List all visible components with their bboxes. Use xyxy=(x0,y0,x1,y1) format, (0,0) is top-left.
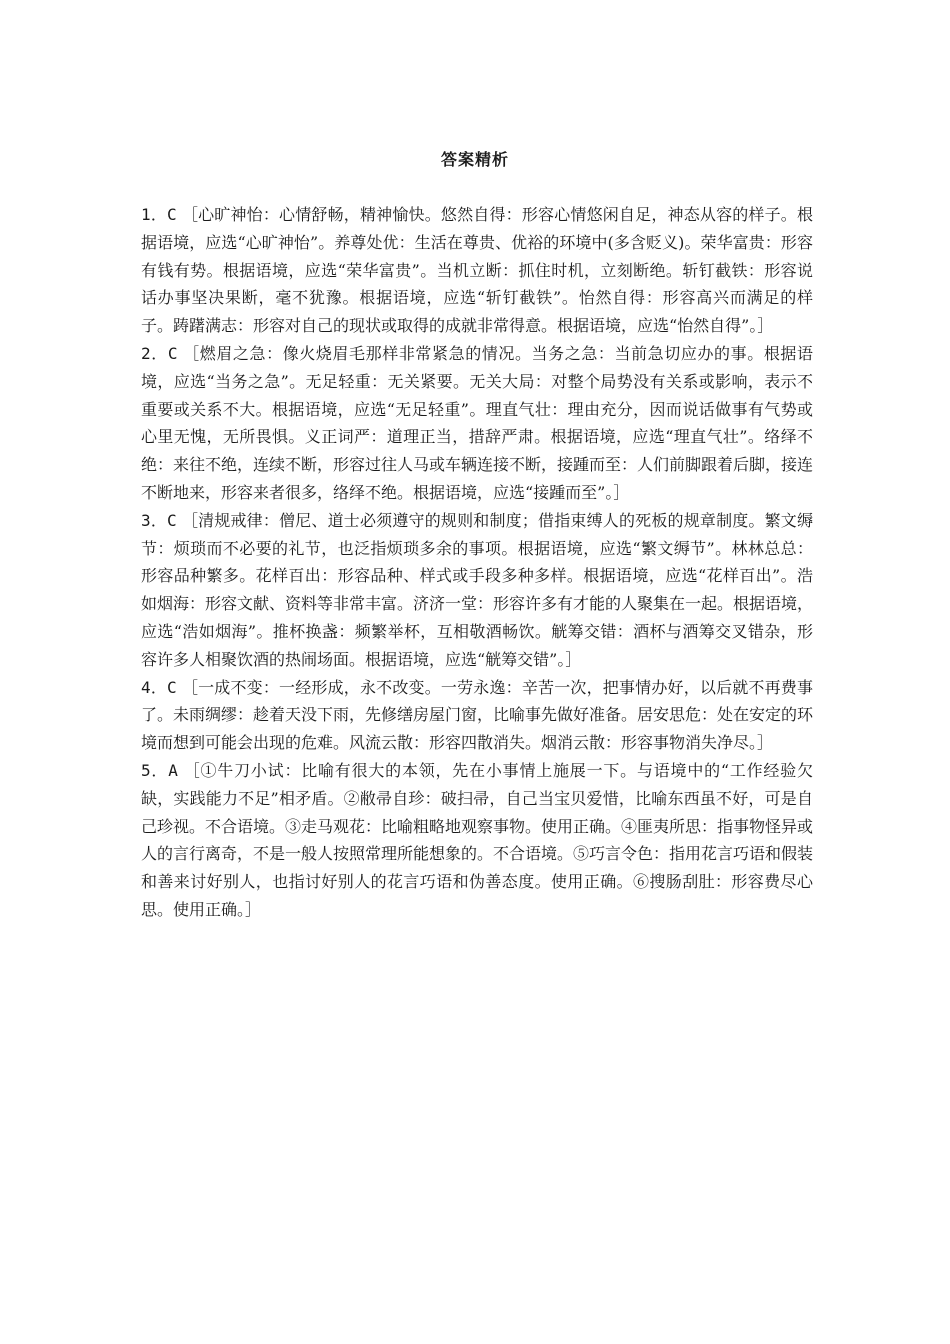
answer-item-5 xyxy=(141,757,813,924)
item-explanation: ［燃眉之急：像火烧眉毛那样非常紧急的情况。当务之急：当前急切应办的事。根据语境，应选“当务之急”。无足轻重：无关紧要。无关大局：对整个局势没有关系或影响，表示不重要或关系不大。根据语境，应选“无足轻重”。理直气壮：理由充分，因而说话做事有气势或心里无愧，无所畏惧。义正词严：道理正当，措辞严肃。根据语境，应选“理直气壮”。络绎不绝：来往不绝，连续不断，形容过往人马或车辆连接不断，接踵而至：人们前脚跟着后脚，接连不断地来，形容来者很多，络绎不绝。根据语境，应选“接踵而至”。］ xyxy=(141,343,814,502)
answer-list xyxy=(141,201,813,924)
answer-item-4 xyxy=(141,674,813,757)
answer-item-2 xyxy=(141,340,813,507)
item-answer: C xyxy=(167,205,177,224)
item-explanation: ［一成不变：一经形成，永不改变。一劳永逸：辛苦一次，把事情办好，以后就不再费事了。未雨绸缪：趁着天没下雨，先修缮房屋门窗，比喻事先做好准备。居安思危：处在安定的环境而想到可能会出现的危难。风流云散：形容四散消失。烟消云散：形容事物消失净尽。］ xyxy=(141,677,814,753)
item-number: 2． xyxy=(141,343,168,363)
item-answer: C xyxy=(167,343,178,363)
answer-item-3 xyxy=(141,507,813,674)
item-answer: C xyxy=(167,677,177,697)
item-explanation: ［清规戒律：僧尼、道士必须遵守的规则和制度；借指束缚人的死板的规章制度。繁文缛节：烦琐而不必要的礼节，也泛指烦琐多余的事项。根据语境，应选“繁文缛节”。林林总总：形容品种繁多。花样百出：形容品种、样式或手段多种多样。根据语境，应选“花样百出”。浩如烟海：形容文献、资料等非常丰富。济济一堂：形容许多有才能的人聚集在一起。根据语境，应选“浩如烟海”。推杯换盏：频繁举杯，互相敬酒畅饮。觥筹交错：酒杯与酒筹交叉错杂，形容许多人相聚饮酒的热闹场面。根据语境，应选“觥筹交错”。］ xyxy=(141,510,814,669)
item-explanation: ［①牛刀小试：比喻有很大的本领，先在小事情上施展一下。与语境中的“工作经验欠缺，实践能力不足”相矛盾。②敝帚自珍：破扫帚，自己当宝贝爱惜，比喻东西虽不好，可是自己珍视。不合语境。③走马观花：比喻粗略地观察事物。使用正确。④匪夷所思：指事物怪异或人的言行离奇，不是一般人按照常理所能想象的。不合语境。⑤巧言令色：指用花言巧语和假装和善来讨好别人，也指讨好别人的花言巧语和伪善态度。使用正确。⑥搜肠刮肚：形容费尽心思。使用正确。］ xyxy=(141,760,814,919)
item-answer: C xyxy=(167,510,177,530)
item-number: 5． xyxy=(141,760,169,780)
answer-item-1 xyxy=(141,201,813,340)
item-number: 3． xyxy=(141,510,168,530)
item-explanation: ［心旷神怡：心情舒畅，精神愉快。悠然自得：形容心情悠闲自足，神态从容的样子。根据语境，应选“心旷神怡”。养尊处优：生活在尊贵、优裕的环境中(多含贬义)。荣华富贵：形容有钱有势。根据语境，应选“荣华富贵”。当机立断：抓住时机，立刻断绝。斩钉截铁：形容说话办事坚决果断，毫不犹豫。根据语境，应选“斩钉截铁”。怡然自得：形容高兴而满足的样子。踌躇满志：形容对自己的现状或取得的成就非常得意。根据语境，应选“怡然自得”。］ xyxy=(141,205,813,336)
item-number: 4． xyxy=(141,677,168,697)
page-title: 答案精析 xyxy=(440,150,509,169)
item-answer: A xyxy=(168,760,178,780)
item-number: 1． xyxy=(141,205,168,224)
